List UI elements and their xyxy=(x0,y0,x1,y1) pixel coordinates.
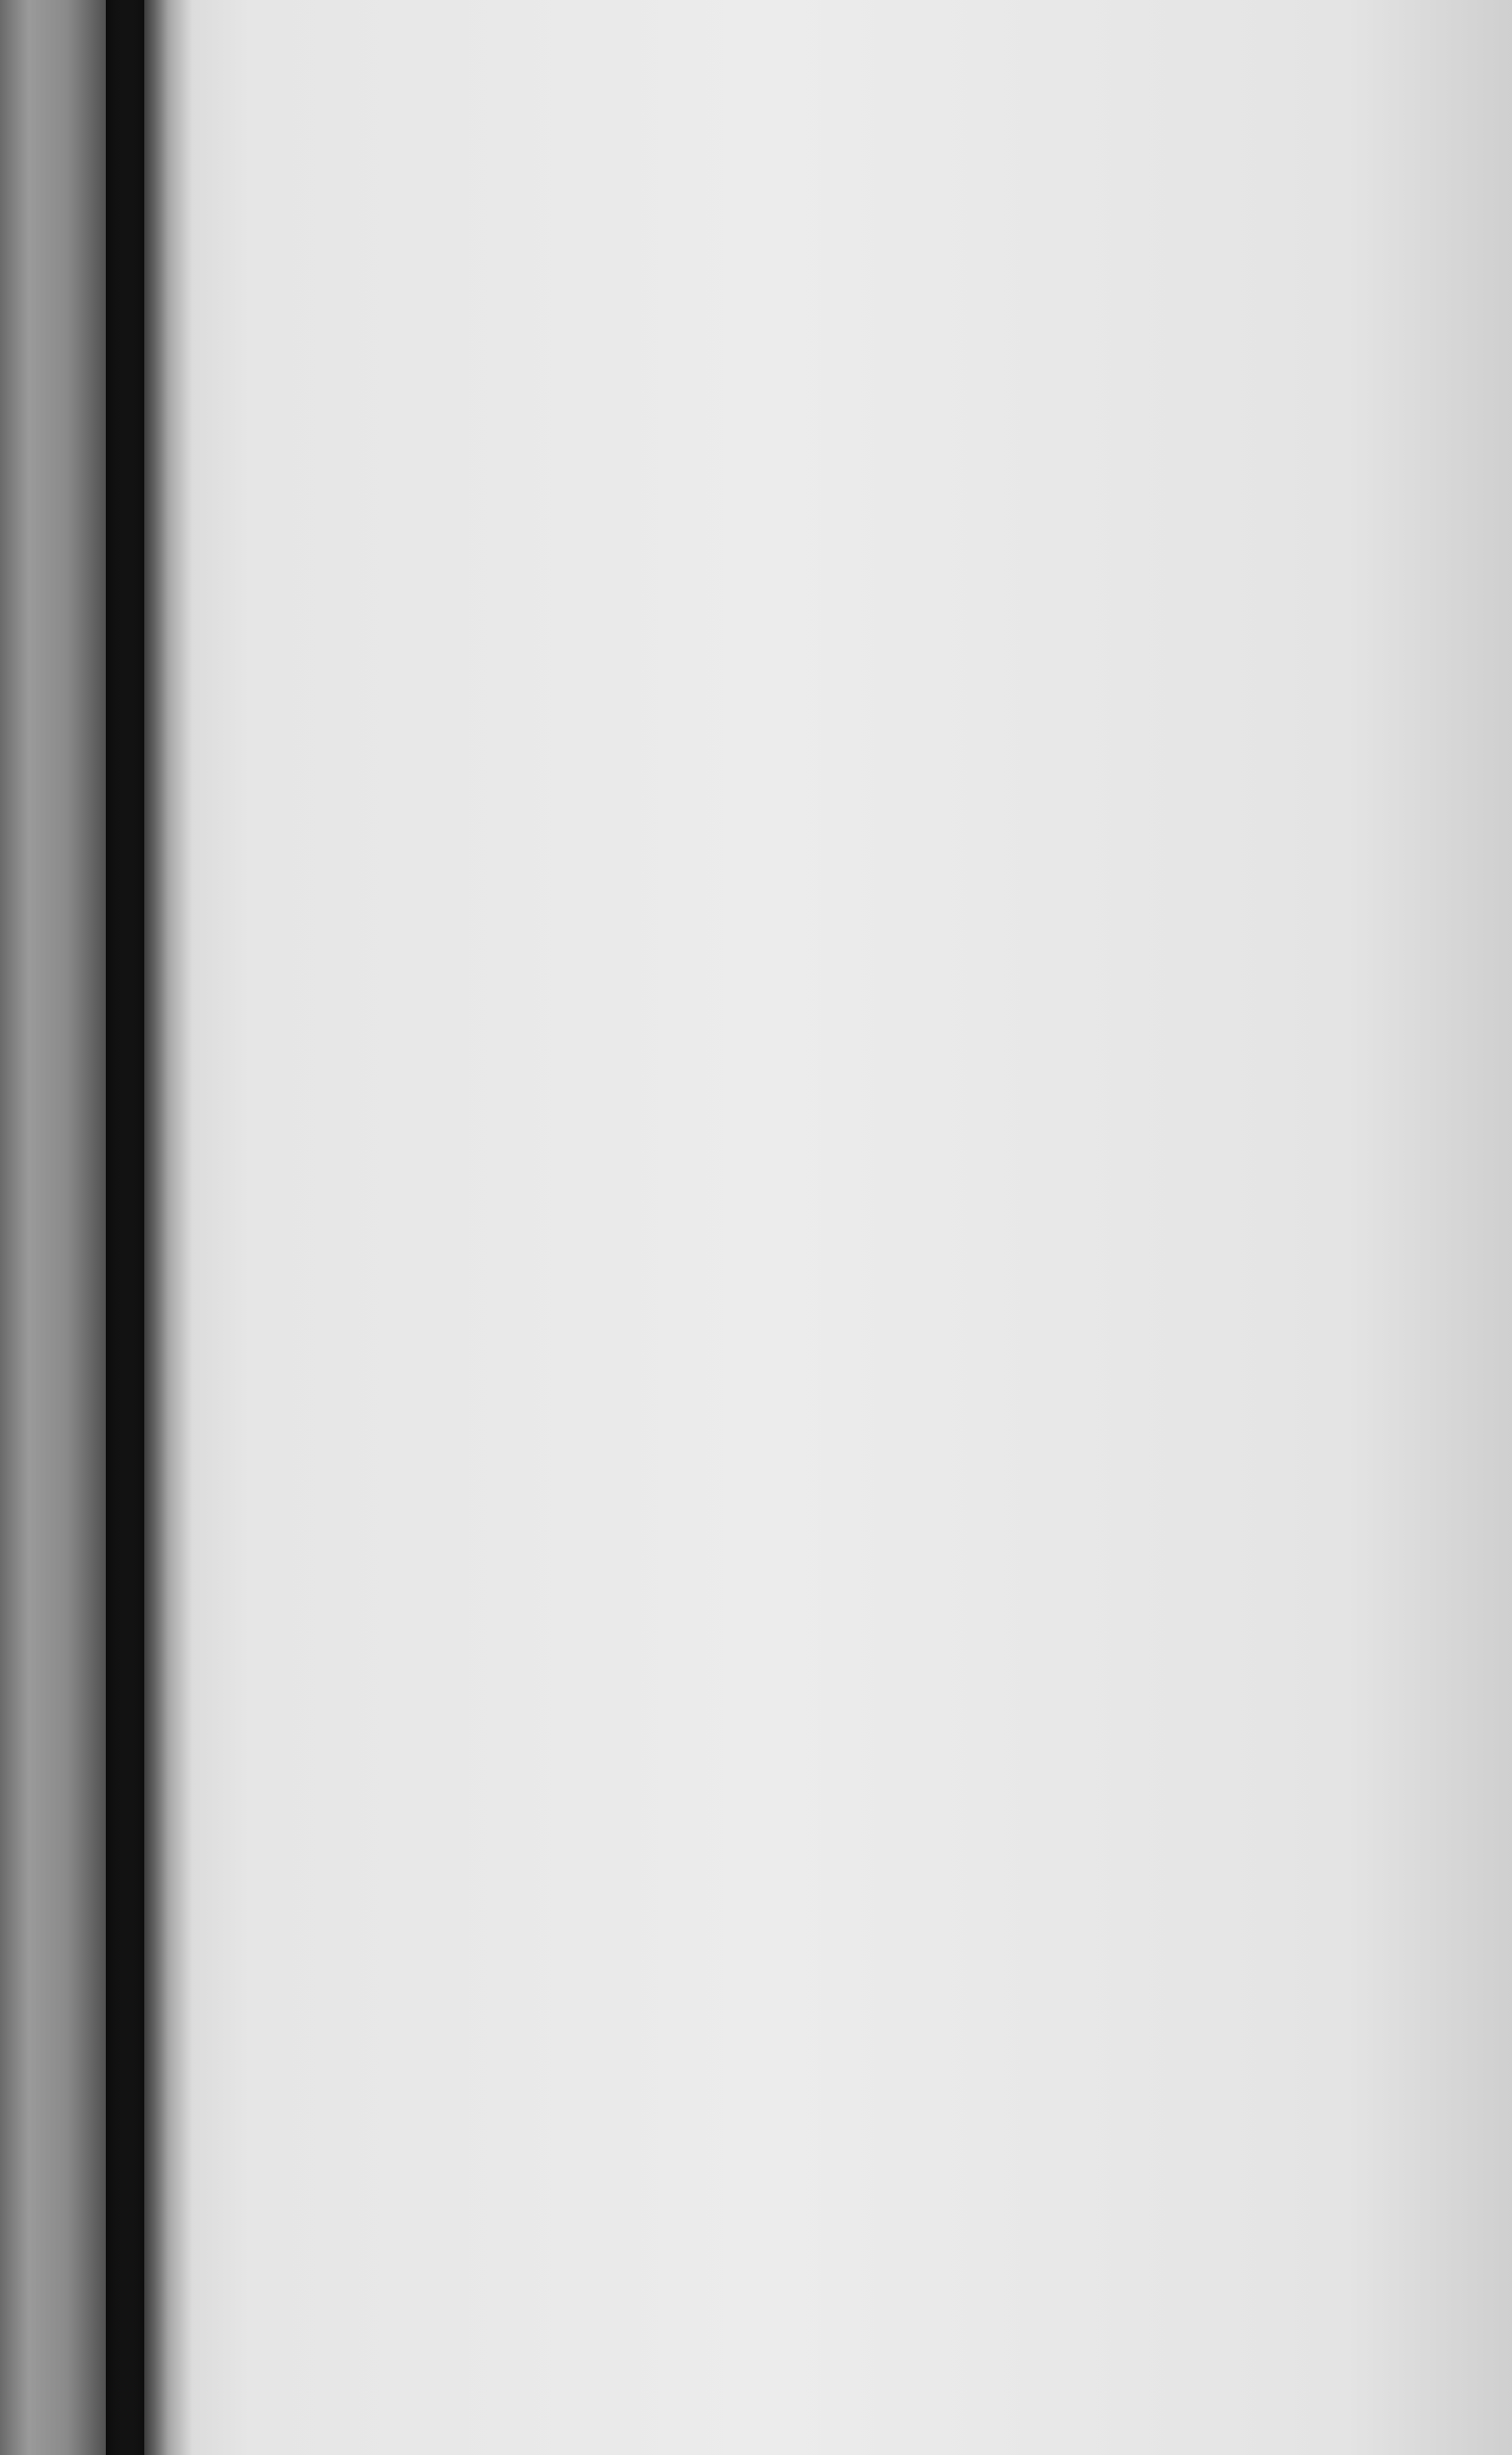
book-page xyxy=(144,0,1512,2455)
